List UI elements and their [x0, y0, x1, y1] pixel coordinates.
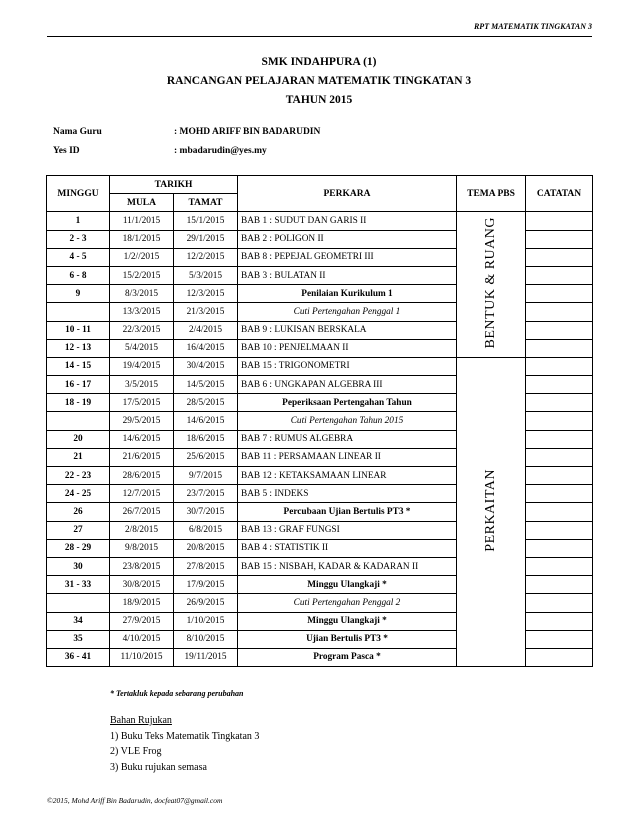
footnote: * Tertakluk kepada sebarang perubahan [110, 689, 244, 698]
reference-item: 1) Buku Teks Matematik Tingkatan 3 [110, 730, 260, 742]
yes-id-value: : mbadarudin@yes.my [174, 146, 267, 156]
week-cell [47, 412, 110, 430]
end-date-cell: 20/8/2015 [174, 539, 238, 557]
topic-cell: BAB 10 : PENJELMAAN II [238, 339, 457, 357]
week-cell: 18 - 19 [47, 394, 110, 412]
catatan-cell [526, 521, 593, 539]
topic-cell: Minggu Ulangkaji * [238, 612, 457, 630]
week-cell: 14 - 15 [47, 357, 110, 375]
end-date-cell: 16/4/2015 [174, 339, 238, 357]
document-title: RANCANGAN PELAJARAN MATEMATIK TINGKATAN 3 [166, 75, 472, 87]
document-year: TAHUN 2015 [285, 94, 353, 106]
topic-cell: BAB 9 : LUKISAN BERSKALA [238, 321, 457, 339]
week-cell [47, 303, 110, 321]
catatan-cell [526, 448, 593, 466]
lesson-plan-table [46, 175, 593, 667]
end-date-cell: 23/7/2015 [174, 485, 238, 503]
start-date-cell: 1/2//2015 [110, 248, 174, 266]
references [110, 713, 259, 775]
catatan-cell [526, 485, 593, 503]
header-rule [47, 36, 592, 37]
start-date-cell: 19/4/2015 [110, 357, 174, 375]
catatan-cell [526, 376, 593, 394]
week-cell: 2 - 3 [47, 230, 110, 248]
week-cell: 4 - 5 [47, 248, 110, 266]
topic-cell: BAB 7 : RUMUS ALGEBRA [238, 430, 457, 448]
end-date-cell: 8/10/2015 [174, 630, 238, 648]
end-date-cell: 28/5/2015 [174, 394, 238, 412]
end-date-cell: 1/10/2015 [174, 612, 238, 630]
yes-id-row [53, 146, 267, 156]
catatan-cell [526, 321, 593, 339]
topic-cell: BAB 2 : POLIGON II [238, 230, 457, 248]
topic-cell: BAB 12 : KETAKSAMAAN LINEAR [238, 467, 457, 485]
start-date-cell: 14/6/2015 [110, 430, 174, 448]
start-date-cell: 18/9/2015 [110, 594, 174, 612]
start-date-cell: 23/8/2015 [110, 557, 174, 575]
week-cell: 10 - 11 [47, 321, 110, 339]
end-date-cell: 26/9/2015 [174, 594, 238, 612]
topic-cell: BAB 4 : STATISTIK II [238, 539, 457, 557]
catatan-cell [526, 357, 593, 375]
week-cell: 27 [47, 521, 110, 539]
start-date-cell: 18/1/2015 [110, 230, 174, 248]
start-date-cell: 26/7/2015 [110, 503, 174, 521]
catatan-cell [526, 576, 593, 594]
week-cell: 1 [47, 212, 110, 230]
topic-cell: Cuti Pertengahan Tahun 2015 [238, 412, 457, 430]
header-tamat: TAMAT [174, 194, 238, 212]
catatan-cell [526, 285, 593, 303]
header-minggu: MINGGU [47, 176, 110, 212]
week-cell: 34 [47, 612, 110, 630]
header-tema-pbs: TEMA PBS [457, 176, 526, 212]
teacher-name-row [53, 127, 321, 137]
topic-cell: BAB 11 : PERSAMAAN LINEAR II [238, 448, 457, 466]
topic-cell: BAB 3 : BULATAN II [238, 266, 457, 284]
week-cell [47, 594, 110, 612]
start-date-cell: 4/10/2015 [110, 630, 174, 648]
start-date-cell: 15/2/2015 [110, 266, 174, 284]
teacher-name-value: : MOHD ARIFF BIN BADARUDIN [174, 127, 321, 137]
start-date-cell: 17/5/2015 [110, 394, 174, 412]
week-cell: 21 [47, 448, 110, 466]
end-date-cell: 27/8/2015 [174, 557, 238, 575]
end-date-cell: 18/6/2015 [174, 430, 238, 448]
topic-cell: Minggu Ulangkaji * [238, 576, 457, 594]
topic-cell: Percubaan Ujian Bertulis PT3 * [238, 503, 457, 521]
lesson-plan-body [47, 212, 593, 667]
start-date-cell: 12/7/2015 [110, 485, 174, 503]
topic-cell: BAB 5 : INDEKS [238, 485, 457, 503]
copyright-footer: ©2015, Mohd Ariff Bin Badarudin, docfeat07@gmail.com [47, 796, 223, 805]
start-date-cell: 9/8/2015 [110, 539, 174, 557]
reference-item: 2) VLE Frog [110, 746, 162, 757]
header-perkara: PERKARA [238, 176, 457, 212]
end-date-cell: 9/7/2015 [174, 467, 238, 485]
catatan-cell [526, 412, 593, 430]
start-date-cell: 21/6/2015 [110, 448, 174, 466]
start-date-cell: 8/3/2015 [110, 285, 174, 303]
start-date-cell: 3/5/2015 [110, 376, 174, 394]
start-date-cell: 5/4/2015 [110, 339, 174, 357]
week-cell: 12 - 13 [47, 339, 110, 357]
start-date-cell: 13/3/2015 [110, 303, 174, 321]
header-tarikh: TARIKH [110, 176, 238, 194]
catatan-cell [526, 557, 593, 575]
document-titles [0, 53, 638, 110]
table-row [47, 357, 593, 375]
topic-cell: BAB 6 : UNGKAPAN ALGEBRA III [238, 376, 457, 394]
topic-cell: Peperiksaan Pertengahan Tahun [238, 394, 457, 412]
catatan-cell [526, 303, 593, 321]
end-date-cell: 19/11/2015 [174, 648, 238, 666]
topic-cell: Cuti Pertengahan Penggal 2 [238, 594, 457, 612]
week-cell: 31 - 33 [47, 576, 110, 594]
start-date-cell: 28/6/2015 [110, 467, 174, 485]
topic-cell: BAB 13 : GRAF FUNGSI [238, 521, 457, 539]
end-date-cell: 14/5/2015 [174, 376, 238, 394]
teacher-name-label: Nama Guru [53, 127, 102, 137]
week-cell: 6 - 8 [47, 266, 110, 284]
start-date-cell: 22/3/2015 [110, 321, 174, 339]
week-cell: 22 - 23 [47, 467, 110, 485]
topic-cell: Penilaian Kurikulum 1 [238, 285, 457, 303]
start-date-cell: 29/5/2015 [110, 412, 174, 430]
end-date-cell: 21/3/2015 [174, 303, 238, 321]
week-cell: 28 - 29 [47, 539, 110, 557]
end-date-cell: 30/4/2015 [174, 357, 238, 375]
catatan-cell [526, 467, 593, 485]
reference-item: 3) Buku rujukan semasa [110, 761, 207, 773]
end-date-cell: 25/6/2015 [174, 448, 238, 466]
tema-pbs-label: BENTUK & RUANG [483, 217, 498, 349]
topic-cell: BAB 15 : NISBAH, KADAR & KADARAN II [238, 557, 457, 575]
end-date-cell: 17/9/2015 [174, 576, 238, 594]
start-date-cell: 11/1/2015 [110, 212, 174, 230]
catatan-cell [526, 630, 593, 648]
week-cell: 9 [47, 285, 110, 303]
catatan-cell [526, 230, 593, 248]
topic-cell: Program Pasca * [238, 648, 457, 666]
week-cell: 20 [47, 430, 110, 448]
table-row [47, 212, 593, 230]
catatan-cell [526, 212, 593, 230]
header-catatan: CATATAN [526, 176, 593, 212]
school-name: SMK INDAHPURA (1) [261, 56, 377, 68]
catatan-cell [526, 430, 593, 448]
catatan-cell [526, 594, 593, 612]
end-date-cell: 15/1/2015 [174, 212, 238, 230]
yes-id-label: Yes ID [53, 146, 80, 156]
week-cell: 26 [47, 503, 110, 521]
start-date-cell: 27/9/2015 [110, 612, 174, 630]
start-date-cell: 11/10/2015 [110, 648, 174, 666]
catatan-cell [526, 248, 593, 266]
topic-cell: BAB 1 : SUDUT DAN GARIS II [238, 212, 457, 230]
topic-cell: Cuti Pertengahan Penggal 1 [238, 303, 457, 321]
tema-pbs-cell [457, 357, 526, 666]
start-date-cell: 2/8/2015 [110, 521, 174, 539]
start-date-cell: 30/8/2015 [110, 576, 174, 594]
catatan-cell [526, 266, 593, 284]
header-mula: MULA [110, 194, 174, 212]
catatan-cell [526, 503, 593, 521]
topic-cell: BAB 15 : TRIGONOMETRI [238, 357, 457, 375]
tema-pbs-label: PERKAITAN [483, 469, 498, 552]
end-date-cell: 29/1/2015 [174, 230, 238, 248]
end-date-cell: 5/3/2015 [174, 266, 238, 284]
week-cell: 36 - 41 [47, 648, 110, 666]
week-cell: 24 - 25 [47, 485, 110, 503]
end-date-cell: 14/6/2015 [174, 412, 238, 430]
catatan-cell [526, 539, 593, 557]
catatan-cell [526, 648, 593, 666]
references-title: Bahan Rujukan [110, 715, 172, 726]
catatan-cell [526, 612, 593, 630]
header-right-text: RPT MATEMATIK TINGKATAN 3 [473, 22, 592, 31]
week-cell: 16 - 17 [47, 376, 110, 394]
end-date-cell: 6/8/2015 [174, 521, 238, 539]
end-date-cell: 30/7/2015 [174, 503, 238, 521]
end-date-cell: 2/4/2015 [174, 321, 238, 339]
topic-cell: Ujian Bertulis PT3 * [238, 630, 457, 648]
end-date-cell: 12/2/2015 [174, 248, 238, 266]
catatan-cell [526, 394, 593, 412]
topic-cell: BAB 8 : PEPEJAL GEOMETRI III [238, 248, 457, 266]
tema-pbs-cell [457, 212, 526, 358]
week-cell: 30 [47, 557, 110, 575]
catatan-cell [526, 339, 593, 357]
week-cell: 35 [47, 630, 110, 648]
end-date-cell: 12/3/2015 [174, 285, 238, 303]
